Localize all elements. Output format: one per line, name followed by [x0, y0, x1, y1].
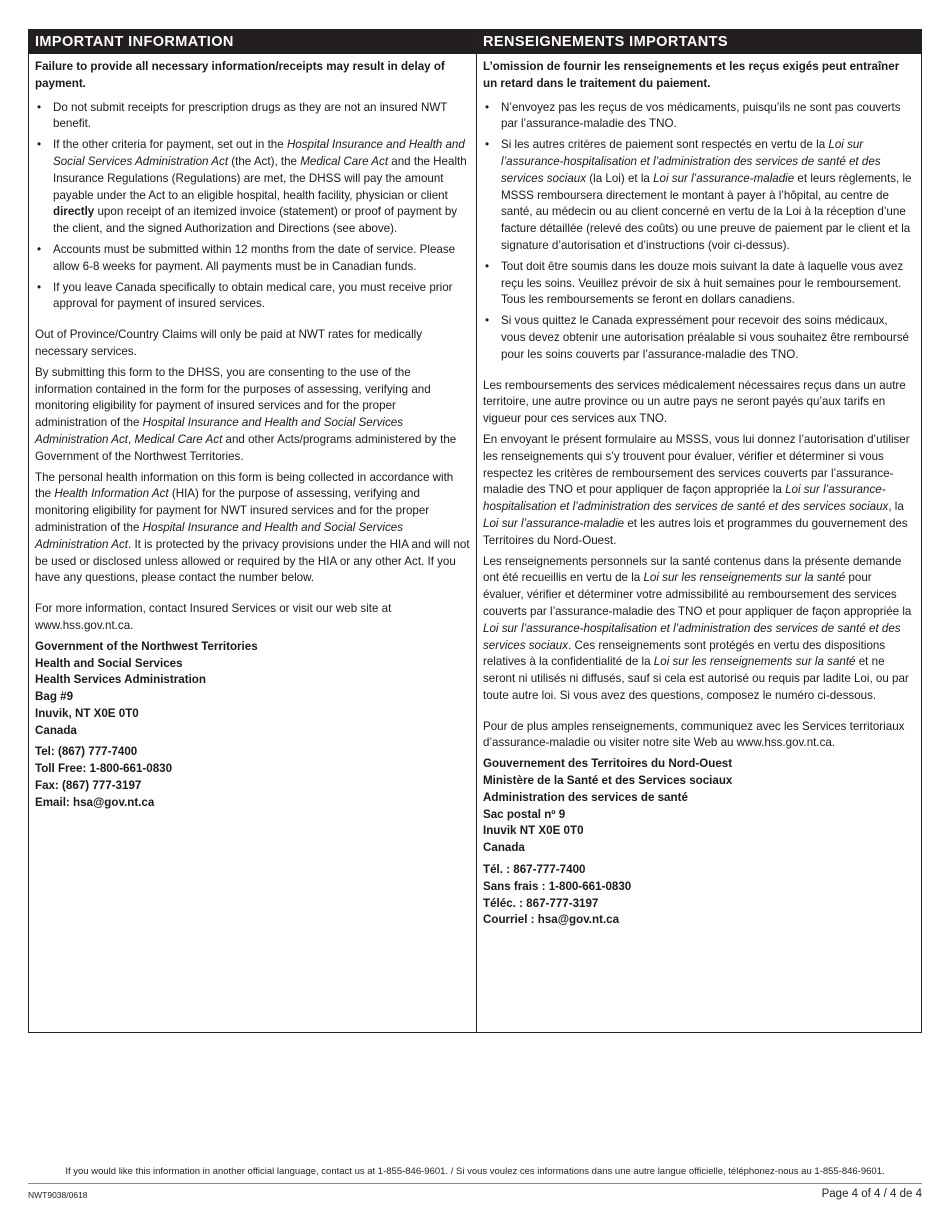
page-number: Page 4 of 4 / 4 de 4 — [821, 1188, 922, 1200]
french-para-claims: Les remboursements des services médicalement nécessaires reçus dans un autre territoire, une autre province ou un autre pays ne seront payés qu’aux tarifs en vigueur pour ces services aux TNO. — [483, 378, 906, 426]
english-bullet-2: • If the other criteria for payment, set out in the Hospital Insurance and Health and Social Services Administration Act (the Act), the Medical Care Act and the Health Insurance Regulations (Regulations) are met, the DHSS will pay the amount payable under the Act to an eligible hospital, health facility, physician or client directly upon receipt of an itemized invoice (statement) or proof of payment by the client, and the signed Authorization and Directions (see above). — [35, 137, 470, 238]
footer-divider — [28, 1183, 922, 1184]
french-bullets — [483, 100, 915, 364]
english-para-claims: Out of Province/Country Claims will only be paid at NWT rates for medically necessary services. — [35, 328, 423, 358]
french-bullet-2: • Si les autres critères de paiement sont respectés en vertu de la Loi sur l’assurance-hospitalisation et l’administration des services de santé et des services sociaux (la Loi) et la Loi sur l’assurance-maladie et leurs règlements, le MSSS remboursera directement le montant à payer à l’hôpital, au centre de santé, au médecin ou au client concerné en vertu de la Loi à la réception d’une facture détaillée (relevé des coûts) ou une preuve de paiement par le client et la signature d’autorisation et d’instructions (voir ci-dessus). — [483, 137, 915, 255]
english-contact: Tel: (867) 777-7400 Toll Free: 1-800-661-0830 Fax: (867) 777-3197 Email: hsa@gov.nt.ca — [35, 745, 173, 809]
form-number: NWT9038/0618 — [28, 1190, 88, 1200]
english-lead: Failure to provide all necessary information/receipts may result in delay of payment. — [35, 60, 445, 90]
info-table — [28, 29, 922, 1033]
french-para-more-info: Pour de plus amples renseignements, communiquez avec les Services territoriaux d’assurance-maladie ou visiter notre site Web au www.hss.gov.nt.ca. — [483, 719, 905, 750]
french-address: Gouvernement des Territoires du Nord-Ouest Ministère de la Santé et des Services sociaux Administration des services de santé Sac postal nº 9 Inuvik NT X0E 0T0 Canada — [483, 757, 733, 855]
french-contact: Tél. : 867-777-7400 Sans frais : 1-800-661-0830 Téléc. : 867-777-3197 Courriel : hsa@gov.nt.ca — [483, 863, 632, 927]
french-header: RENSEIGNEMENTS IMPORTANTS — [477, 30, 921, 54]
english-bullets — [35, 100, 470, 314]
language-note: If you would like this information in another official language, contact us at 1-855-846-9601. / Si vous voulez ces informations dans une autre langue officielle, téléphonez-nous au 1-855-846-9601. — [65, 1166, 885, 1177]
english-column — [29, 30, 476, 1032]
english-bullet-4: • If you leave Canada specifically to obtain medical care, you must receive prior approval for payment of insured services. — [35, 280, 470, 314]
english-address: Government of the Northwest Territories Health and Social Services Health Services Administration Bag #9 Inuvik, NT X0E 0T0 Canada — [35, 639, 258, 737]
english-para-more-info: For more information, contact Insured Services or visit our web site at www.hss.gov.nt.ca. — [35, 602, 392, 632]
english-para-consent: By submitting this form to the DHSS, you are consenting to the use of the information contained in the form for the purposes of assessing, verifying and monitoring eligibility for payment of insured services and for the proper administration of the Hospital Insurance and Health and Social Services Administration Act, Medical Care Act and other Acts/programs administered by the Government of the Northwest Territories. — [35, 365, 457, 463]
french-bullet-3: • Tout doit être soumis dans les douze mois suivant la date à laquelle vous avez reçu les soins. Veuillez prévoir de six à huit semaines pour le remboursement. Tous les remboursements se feront en dollars canadiens. — [483, 259, 915, 309]
english-header: IMPORTANT INFORMATION — [29, 30, 476, 54]
french-lead: L’omission de fournir les renseignements et les reçus exigés peut entraîner un retard dans le traitement du paiement. — [483, 60, 900, 90]
english-bullet-1: • Do not submit receipts for prescription drugs as they are not an insured NWT benefit. — [35, 100, 470, 134]
english-bullet-3: • Accounts must be submitted within 12 months from the date of service. Please allow 6-8 weeks for payment. All payments must be in Canadian funds. — [35, 242, 470, 276]
french-para-consent: En envoyant le présent formulaire au MSSS, vous lui donnez l’autorisation d’utiliser les renseignements qui s’y trouvent pour évaluer, vérifier et déterminer si vous respectez les critères de remboursement des services couverts par l’assurance-maladie des TNO et pour appliquer de façon appropriée la Loi sur l’assurance-hospitalisation et l’administration des services de santé et des services sociaux, la Loi sur l’assurance-maladie et les autres lois et programmes du gouvernement des Territoires du Nord-Ouest. — [483, 432, 910, 547]
french-bullet-4: • Si vous quittez le Canada expressément pour recevoir des soins médicaux, vous devez obtenir une autorisation préalable si vous souhaitez être remboursé pour les soins couverts par l’assurance-maladie des TNO. — [483, 313, 915, 363]
english-para-privacy: The personal health information on this form is being collected in accordance with the Health Information Act (HIA) for the purpose of assessing, verifying and monitoring eligibility for payment for NWT insured services and for the proper administration of the Hospital Insurance and Health and Social Services Administration Act. It is protected by the privacy provisions under the HIA and will not be used or disclosed unless allowed or required by the HIA or any other Act. If you have any questions, please contact the number below. — [35, 470, 470, 585]
french-para-privacy: Les renseignements personnels sur la santé contenus dans la présente demande ont été recueillis en vertu de la Loi sur les renseignements sur la santé pour évaluer, vérifier et déterminer votre admissibilité au remboursement des services couverts par l’assurance-maladie des TNO et pour appliquer de façon appropriée la Loi sur l’assurance-hospitalisation et l’administration des services de santé et des services sociaux. Ces renseignements sont protégés en vertu des dispositions relatives à la confidentialité de la Loi sur les renseignements sur la santé et ne seront ni utilisés ni diffusés, sauf si cela est autorisé ou requis par ladite Loi, ou par toute autre loi. Si vous avez des questions, composez le numéro ci-dessous. — [483, 554, 912, 702]
french-bullet-1: • N’envoyez pas les reçus de vos médicaments, puisqu’ils ne sont pas couverts par l’assurance-maladie des TNO. — [483, 100, 915, 134]
french-column — [476, 30, 921, 1032]
